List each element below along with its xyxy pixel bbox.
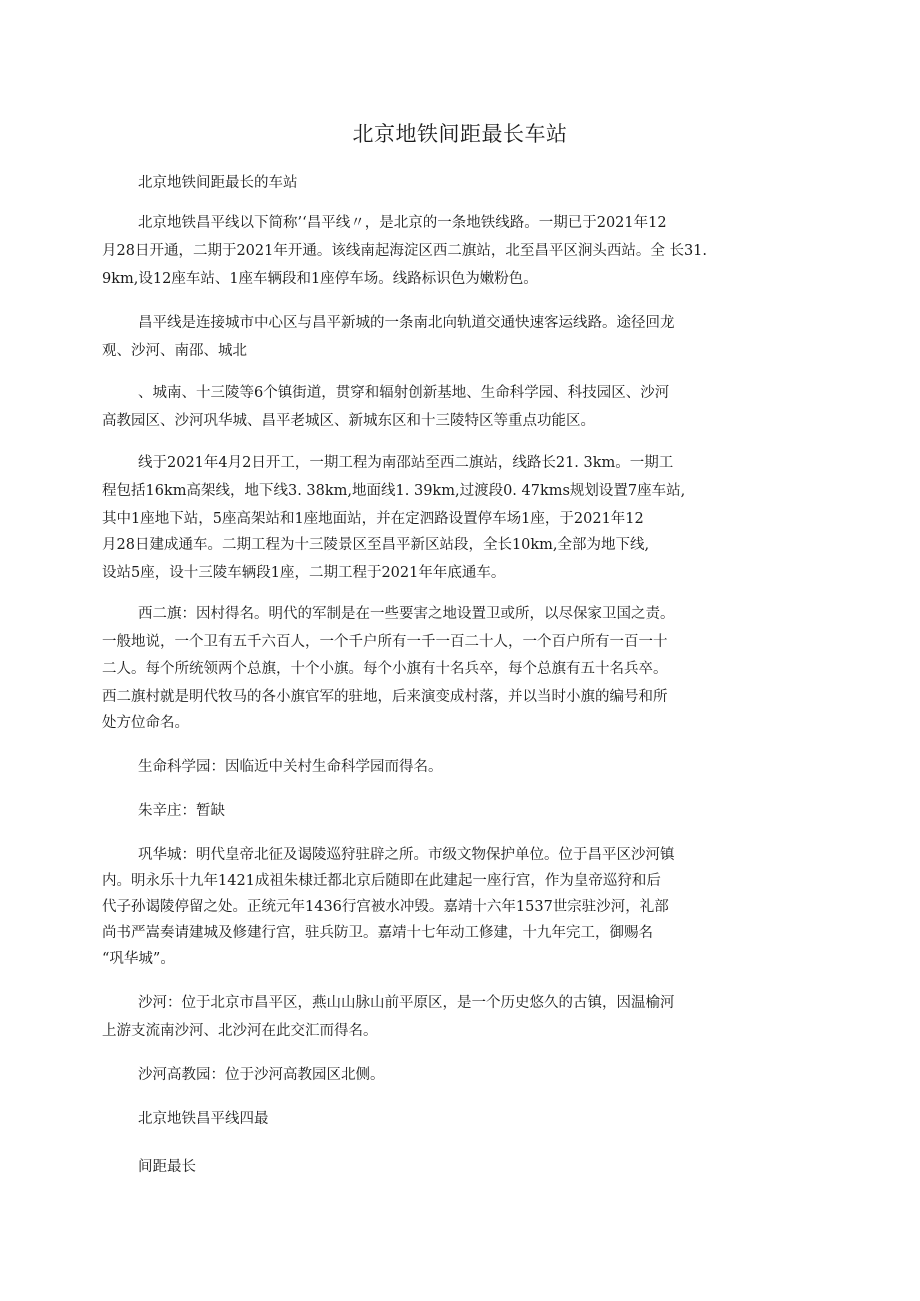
paragraph-line: 设站5座，设十三陵车辆段1座，二期工程于2021年年底通车。	[102, 565, 506, 581]
paragraph-line: 沙河高教园：位于沙河高教园区北侧。	[138, 1067, 385, 1083]
paragraph-line: 、城南、十三陵等6个镇街道，贯穿和辐射创新基地、生命科学园、科技园区、沙河	[138, 385, 670, 401]
paragraph-line: 月28日建成通车。二期工程为十三陵景区至昌平新区站段，全长10km,全部为地下线,	[102, 537, 650, 553]
paragraph-line: 生命科学园：因临近中关村生命科学园而得名。	[138, 759, 443, 775]
subtitle: 北京地铁间距最长的车站	[138, 175, 298, 191]
paragraph-line: 一般地说，一个卫有五千六百人，一个千户所有一千一百二十人，一个百户所有一百一十	[102, 634, 668, 650]
paragraph-line: 高教园区、沙河巩华城、昌平老城区、新城东区和十三陵特区等重点功能区。	[102, 413, 595, 429]
paragraph-line: 上游支流南沙河、北沙河在此交汇而得名。	[102, 1023, 378, 1039]
paragraph-line: 处方位命名。	[102, 715, 189, 731]
section-heading: 间距最长	[138, 1159, 196, 1175]
paragraph-line: 巩华城：明代皇帝北征及谒陵巡狩驻辟之所。市级文物保护单位。位于昌平区沙河镇	[138, 847, 675, 863]
paragraph-line: 观、沙河、南邵、城北	[102, 343, 247, 359]
paragraph-line: 月28日开通，二期于2021年开通。该线南起海淀区西二旗站，北至昌平区涧头西站。全 长31.	[102, 243, 708, 259]
paragraph-line: 代子孙谒陵停留之处。正统元年1436行宫被水冲毁。嘉靖十六年1537世宗驻沙河，礼部	[102, 899, 669, 915]
paragraph-line: 朱辛庄：暂缺	[138, 803, 225, 819]
paragraph-line: 线于2021年4月2日开工，一期工程为南邵站至西二旗站，线路长21. 3km。一期工	[138, 455, 674, 471]
paragraph-line: 北京地铁昌平线以下简称’‘昌平线〃，是北京的一条地铁线路。一期已于2021年12	[138, 215, 667, 231]
paragraph-line: 内。明永乐十九年1421成祖朱棣迁都北京后随即在此建起一座行宫，作为皇帝巡狩和后	[102, 873, 661, 889]
paragraph-line: 程包括16km高架线，地下线3. 38km,地面线1. 39km,过渡段0. 47kms规划设置7座车站,	[102, 483, 686, 499]
paragraph-line: 二人。每个所统领两个总旗，十个小旗。每个小旗有十名兵卒，每个总旗有五十名兵卒。	[102, 661, 668, 677]
paragraph-line: 9km,设12座车站、1座车辆段和1座停车场。线路标识色为嫩粉色。	[102, 271, 538, 287]
section-heading: 北京地铁昌平线四最	[138, 1111, 269, 1127]
paragraph-line: 尚书严嵩奏请建城及修建行宫，驻兵防卫。嘉靖十七年动工修建，十九年完工，御赐名	[102, 925, 653, 941]
document-title: 北京地铁间距最长车站	[352, 122, 568, 146]
paragraph-line: 西二旗：因村得名。明代的军制是在一些要害之地设置卫或所，以尽保家卫国之责。	[138, 606, 675, 622]
paragraph-line: 其中1座地下站，5座高架站和1座地面站，并在定泗路设置停车场1座，于2021年12	[102, 511, 644, 527]
paragraph-line: 西二旗村就是明代牧马的各小旗官军的驻地，后来演变成村落，并以当时小旗的编号和所	[102, 689, 668, 705]
paragraph-line: “巩华城”。	[102, 951, 175, 967]
paragraph-line: 沙河：位于北京市昌平区，燕山山脉山前平原区，是一个历史悠久的古镇，因温榆河	[138, 995, 675, 1011]
paragraph-line: 昌平线是连接城市中心区与昌平新城的一条南北向轨道交通快速客运线路。途径回龙	[138, 315, 675, 331]
